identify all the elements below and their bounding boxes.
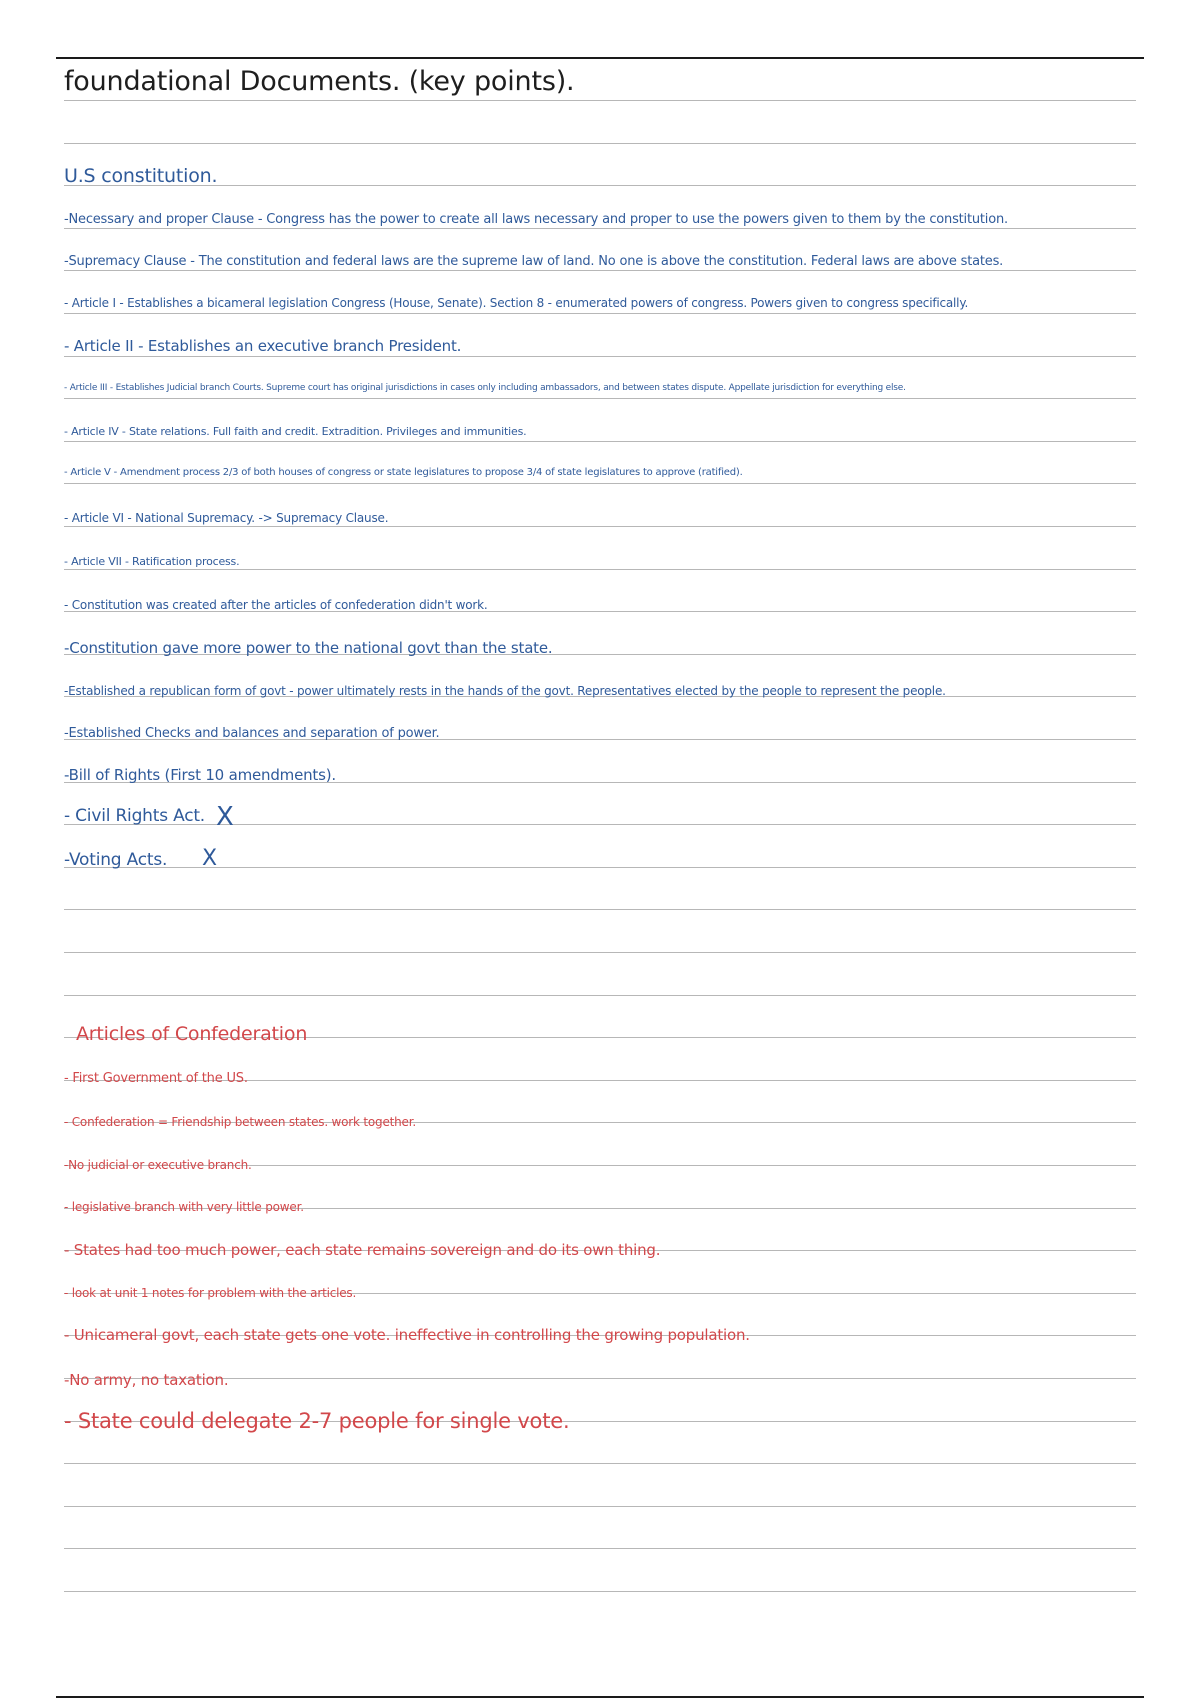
note-line-article-5: - Article V - Amendment process 2/3 of both houses of congress or state legislatures to propose 3/4 of state legislatures to approve (ratified). bbox=[64, 467, 743, 478]
note-line-article-1: - Article I - Establishes a bicameral legislation Congress (House, Senate). Section 8 - enumerated powers of congress. Powers given to congress specifically. bbox=[64, 296, 969, 310]
section-heading-us-constitution: U.S constitution. bbox=[64, 165, 218, 187]
note-line-article-2: - Article II - Establishes an executive branch President. bbox=[64, 337, 462, 355]
note-line-unit-notes: - look at unit 1 notes for problem with the articles. bbox=[64, 1286, 357, 1300]
note-line-article-7: - Article VII - Ratification process. bbox=[64, 555, 240, 568]
ruled-line bbox=[64, 526, 1136, 527]
top-border-line bbox=[56, 57, 1144, 59]
ruled-line bbox=[64, 1548, 1136, 1549]
ruled-line bbox=[64, 313, 1136, 314]
note-line-supremacy: -Supremacy Clause - The constitution and federal laws are the supreme law of land. No one is above the constitution. Federal laws are above states. bbox=[64, 254, 1004, 269]
note-line-state-delegate: - State could delegate 2-7 people for single vote. bbox=[64, 1409, 570, 1433]
note-line-bill-of-rights: -Bill of Rights (First 10 amendments). bbox=[64, 766, 336, 784]
ruled-line bbox=[64, 1591, 1136, 1592]
ruled-line bbox=[64, 1463, 1136, 1464]
note-line-more-power: -Constitution gave more power to the national govt than the state. bbox=[64, 639, 553, 657]
note-line-necessary-proper: -Necessary and proper Clause - Congress has the power to create all laws necessary and proper to use the powers given to them by the constitution. bbox=[64, 212, 1008, 227]
ruled-line bbox=[64, 909, 1136, 910]
note-line-article-3: - Article III - Establishes Judicial branch Courts. Supreme court has original jurisdictions in cases only including ambassadors, and between states dispute. Appellate jurisdiction for everything else. bbox=[64, 383, 906, 393]
note-line-article-6: - Article VI - National Supremacy. -> Supremacy Clause. bbox=[64, 511, 389, 525]
note-line-voting-acts: -Voting Acts. bbox=[64, 850, 168, 870]
section-heading-articles-of-confederation: Articles of Confederation bbox=[76, 1023, 308, 1045]
note-line-civil-rights: - Civil Rights Act. bbox=[64, 806, 206, 826]
ruled-line bbox=[64, 356, 1136, 357]
ruled-line bbox=[64, 952, 1136, 953]
ruled-line bbox=[64, 398, 1136, 399]
ruled-line bbox=[64, 995, 1136, 996]
note-line-unicameral: - Unicameral govt, each state gets one vote. ineffective in controlling the growing population. bbox=[64, 1326, 750, 1344]
note-line-checks-balances: -Established Checks and balances and separation of power. bbox=[64, 726, 440, 741]
ruled-line bbox=[64, 143, 1136, 144]
note-line-article-4: - Article IV - State relations. Full faith and credit. Extradition. Privileges and immunities. bbox=[64, 425, 527, 438]
x-mark-voting-acts: X bbox=[202, 846, 218, 871]
note-line-no-judicial: -No judicial or executive branch. bbox=[64, 1158, 252, 1172]
ruled-line bbox=[64, 100, 1136, 101]
ruled-line bbox=[64, 569, 1136, 570]
x-mark-civil-rights: X bbox=[216, 802, 234, 832]
ruled-line bbox=[64, 1506, 1136, 1507]
note-line-confederation-friendship: - Confederation = Friendship between states. work together. bbox=[64, 1115, 416, 1129]
bottom-border-line bbox=[56, 1696, 1144, 1698]
note-line-legislative-branch: - legislative branch with very little power. bbox=[64, 1200, 304, 1214]
ruled-line bbox=[64, 483, 1136, 484]
note-line-states-power: - States had too much power, each state remains sovereign and do its own thing. bbox=[64, 1241, 661, 1259]
ruled-line bbox=[64, 228, 1136, 229]
ruled-line bbox=[64, 441, 1136, 442]
ruled-line bbox=[64, 270, 1136, 271]
note-line-no-army: -No army, no taxation. bbox=[64, 1371, 229, 1389]
note-line-constitution-created: - Constitution was created after the articles of confederation didn't work. bbox=[64, 598, 488, 612]
note-line-first-government: - First Government of the US. bbox=[64, 1071, 248, 1086]
page-title: foundational Documents. (key points). bbox=[64, 66, 575, 97]
note-line-republican-form: -Established a republican form of govt - power ultimately rests in the hands of the govt. Representatives elected by the people to represent the people. bbox=[64, 684, 946, 698]
